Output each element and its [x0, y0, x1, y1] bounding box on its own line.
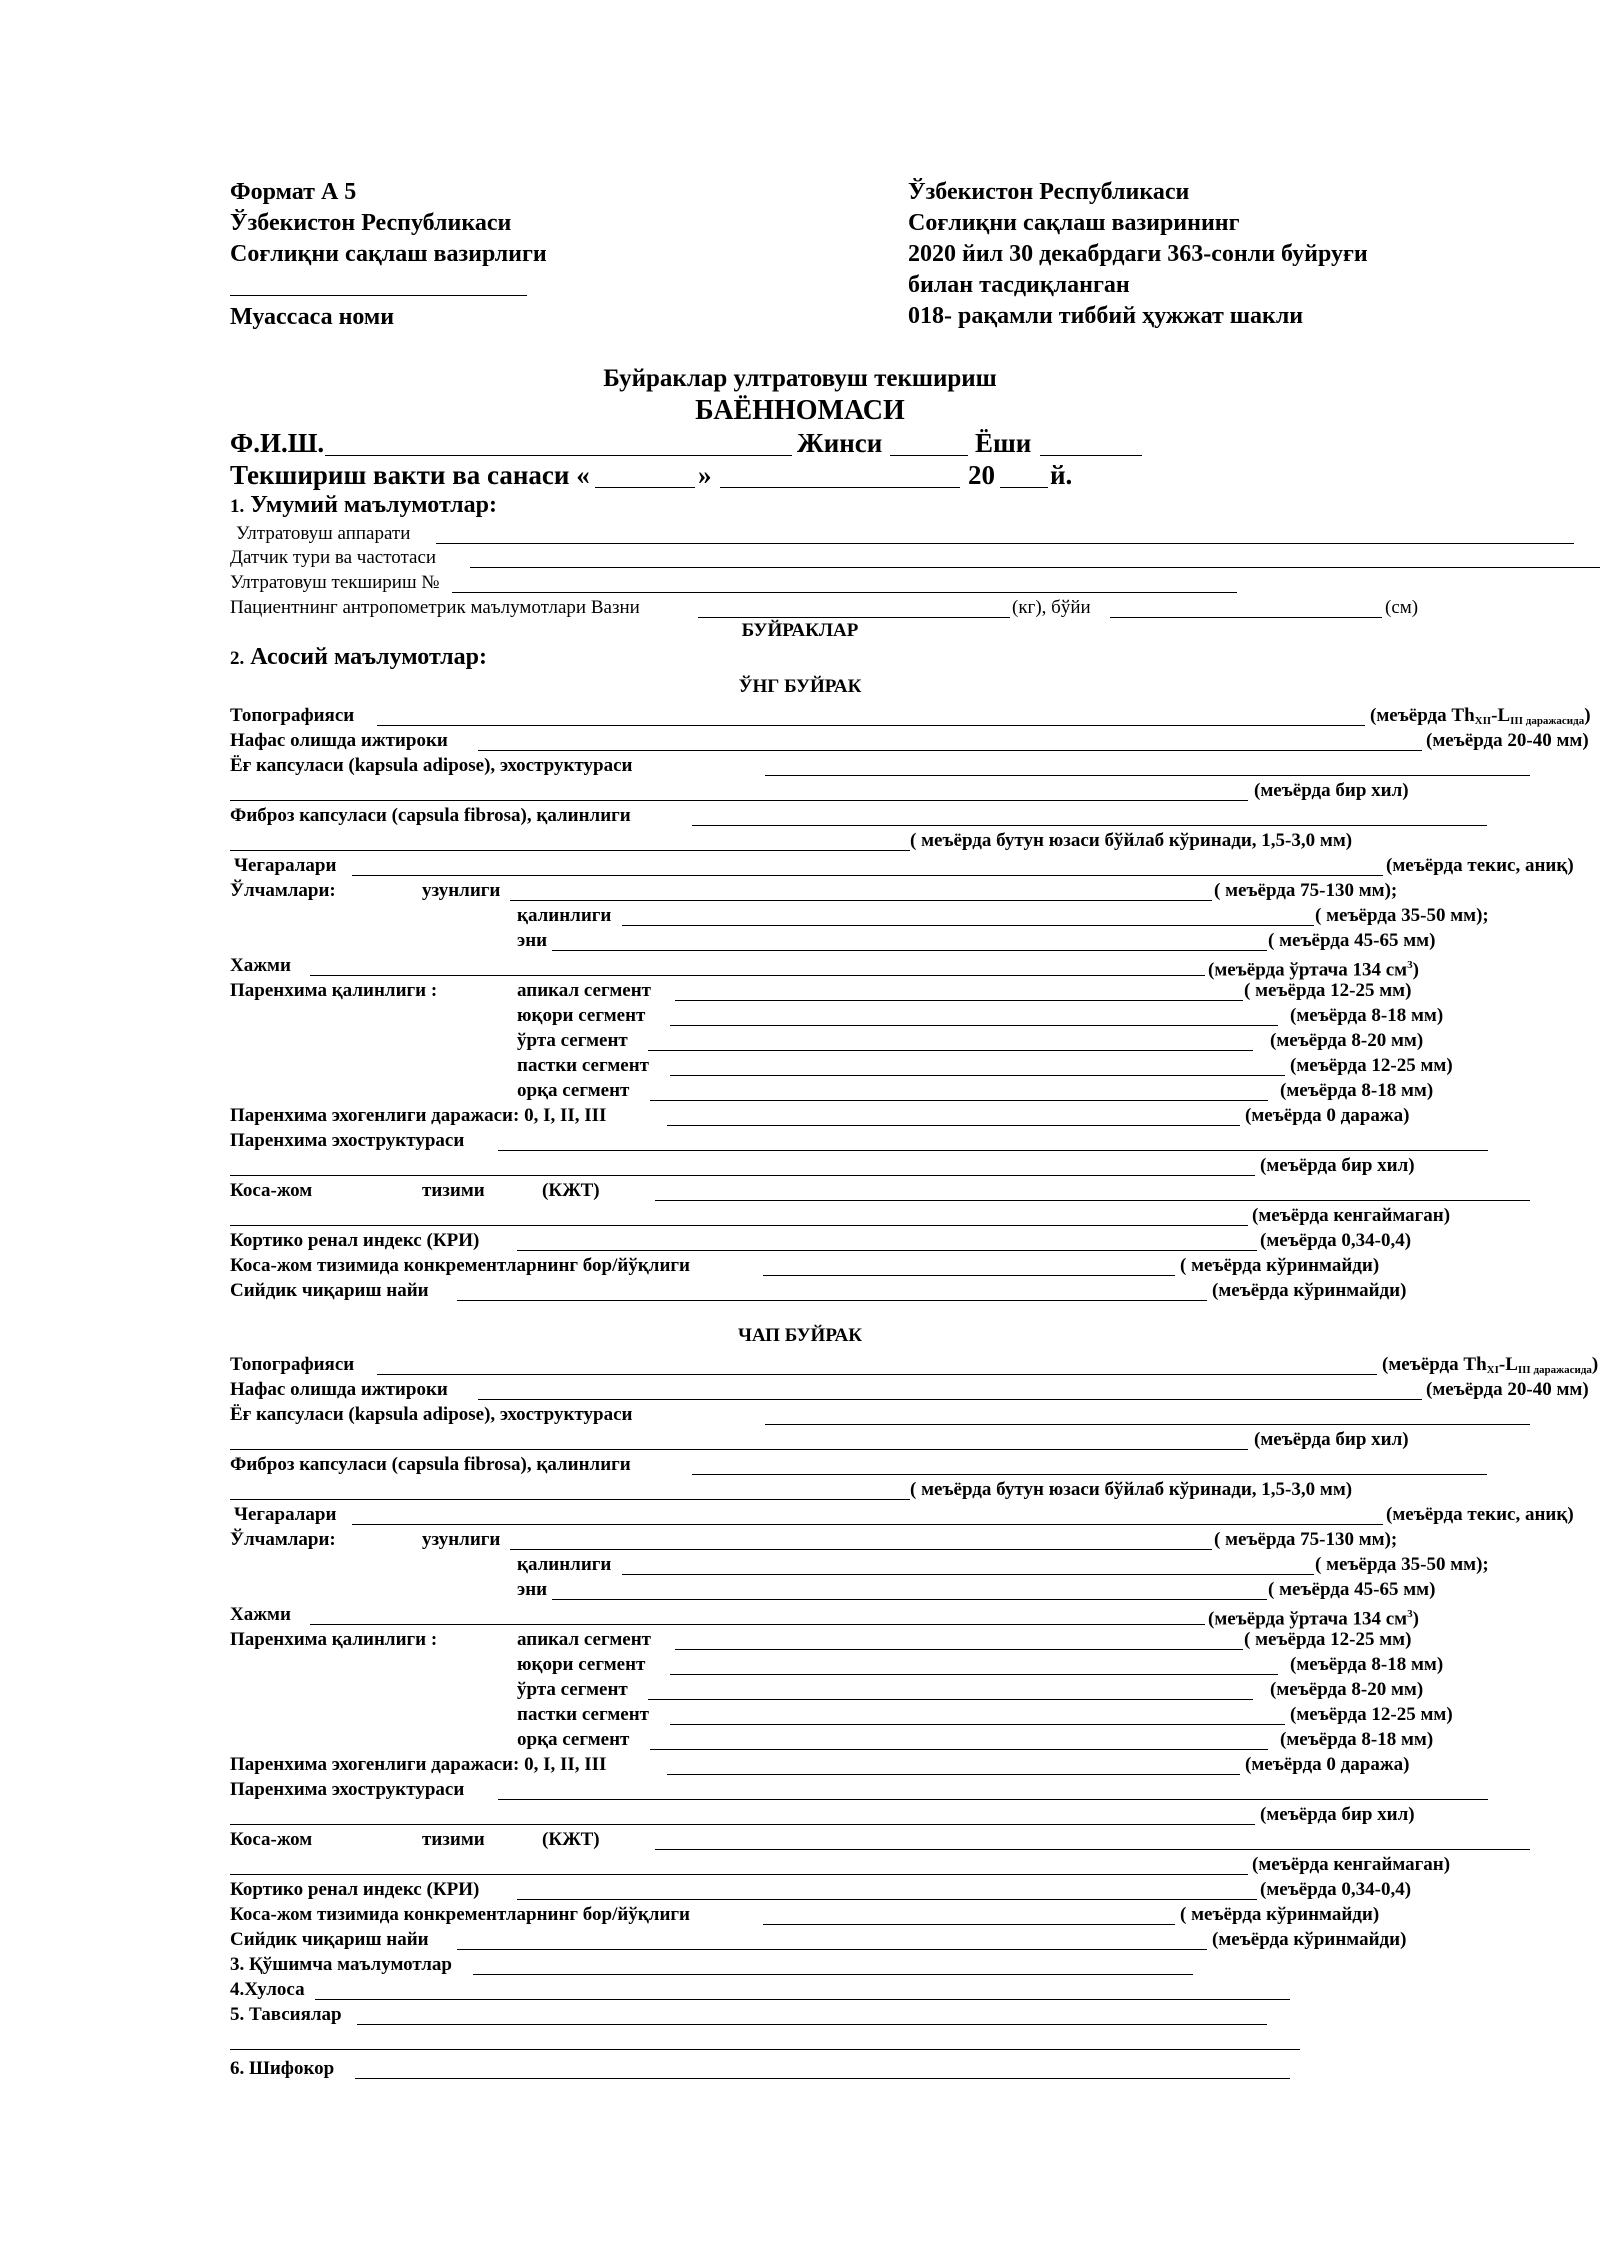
lk-width-note: ( меъёрда 45-65 мм): [1268, 1579, 1436, 1600]
exam-month-field[interactable]: [720, 487, 960, 488]
rk-echogen-field[interactable]: [667, 1125, 1240, 1126]
rk-thickness-field[interactable]: [622, 925, 1314, 926]
lk-width-label: эни: [517, 1579, 548, 1600]
lk-kosa-row2: [230, 1852, 1530, 1877]
rk-volume-field[interactable]: [310, 975, 1205, 976]
sensor-label: Датчик тури ва частотаси: [230, 547, 437, 568]
header-ministry: Соғлиқни сақлаш вазирлиги: [230, 241, 547, 267]
rk-paren-thick-label: Паренхима қалинлиги :: [230, 980, 438, 1001]
lk-kosa-field[interactable]: [655, 1849, 1530, 1850]
device-field[interactable]: [436, 543, 1574, 544]
rk-rear-note: (меъёрда 8-18 мм): [1280, 1080, 1434, 1101]
rk-fibrous-row2: [230, 828, 1530, 853]
lk-borders-label: Чегаралари: [234, 1504, 337, 1525]
age-field[interactable]: [1040, 455, 1142, 456]
rk-length-row: [230, 878, 1530, 903]
lk-thickness-row: [230, 1552, 1530, 1577]
sensor-row: [230, 545, 1430, 570]
lk-fat-field[interactable]: [765, 1424, 1530, 1425]
cm-label: (см): [1385, 597, 1419, 618]
lk-echogen-label: Паренхима эхогенлиги даражаси: 0, I, II, III: [230, 1754, 607, 1775]
exam-no-row: [230, 570, 1430, 595]
document-subtitle: БАЁННОМАСИ: [695, 395, 905, 426]
rk-topo-field[interactable]: [377, 725, 1365, 726]
lk-middle-note: (меъёрда 8-20 мм): [1270, 1679, 1424, 1700]
lk-fibrous-label: Фиброз капсуласи (capsula fibrosa), қалинлиги: [230, 1454, 631, 1475]
rk-kosa-field[interactable]: [655, 1200, 1530, 1201]
rk-concrement-row: [230, 1253, 1530, 1278]
right-kidney-heading: ЎНГ БУЙРАК: [738, 676, 862, 697]
recommend-row2: [230, 2027, 1530, 2052]
rk-length-label: узунлиги: [422, 880, 501, 901]
lk-fat-field2[interactable]: [230, 1449, 1248, 1450]
rk-lower-field[interactable]: [670, 1075, 1285, 1076]
rk-kosa-field2[interactable]: [230, 1225, 1248, 1226]
lk-middle-row: [230, 1677, 1530, 1702]
lk-concrement-label: Коса-жом тизимида конкрементларнинг бор/йўқлиги: [230, 1904, 690, 1925]
doctor-row: [230, 2056, 1530, 2081]
header-institution-label: Муассаса номи: [230, 304, 395, 330]
device-label: Ултратовуш аппарати: [236, 523, 411, 544]
header-right-line1: Ўзбекистон Республикаси: [908, 179, 1190, 205]
lk-length-field[interactable]: [510, 1549, 1212, 1550]
rk-fibrous-note: ( меъёрда бутун юзаси бўйлаб кўринади, 1,5-3,0 мм): [910, 830, 1353, 851]
rk-kosa-row: [230, 1178, 1530, 1203]
rk-middle-label: ўрта сегмент: [517, 1030, 628, 1051]
lk-volume-row: [230, 1602, 1530, 1630]
lk-paren-thick-label: Паренхима қалинлиги :: [230, 1629, 438, 1650]
header-left: [230, 177, 547, 270]
sensor-field[interactable]: [470, 567, 1600, 568]
anthro-label: Пациентнинг антропометрик маълумотлари Вазни: [230, 597, 640, 618]
lk-width-field[interactable]: [552, 1599, 1267, 1600]
rk-kosa-note: (меъёрда кенгаймаган): [1252, 1205, 1451, 1226]
lk-ureter-label: Сийдик чиқариш найи: [230, 1929, 429, 1950]
document-title: Буйраклар ултратовуш текшириш: [603, 365, 997, 392]
lk-upper-row: [230, 1652, 1530, 1677]
rk-fat-field2[interactable]: [230, 800, 1248, 801]
rk-middle-note: (меъёрда 8-20 мм): [1270, 1030, 1424, 1051]
rk-echostruct-row2: [230, 1153, 1530, 1178]
lk-borders-note: (меъёрда текис, аниқ): [1386, 1504, 1574, 1525]
lk-echostruct-row: [230, 1777, 1530, 1802]
rk-concrement-note: ( меъёрда кўринмайди): [1180, 1255, 1380, 1276]
lk-echostruct-field[interactable]: [498, 1799, 1488, 1800]
rk-ureter-field[interactable]: [457, 1300, 1207, 1301]
rk-upper-note: (меъёрда 8-18 мм): [1290, 1005, 1444, 1026]
lk-kosa-abbr: (КЖТ): [542, 1829, 600, 1850]
rk-borders-row: [234, 853, 1574, 878]
header-republic: Ўзбекистон Республикаси: [230, 210, 512, 236]
lk-topo-field[interactable]: [377, 1374, 1377, 1375]
rk-fibrous-field[interactable]: [692, 825, 1487, 826]
rk-apical-label: апикал сегмент: [517, 980, 652, 1001]
gender-field[interactable]: [890, 455, 968, 456]
rk-kosa-sys: тизими: [422, 1180, 485, 1201]
lk-lower-note: (меъёрда 12-25 мм): [1290, 1704, 1453, 1725]
lk-rear-label: орқа сегмент: [517, 1729, 630, 1750]
rk-kosa-row2: [230, 1203, 1530, 1228]
lk-kosa-note: (меъёрда кенгаймаган): [1252, 1854, 1451, 1875]
lk-fibrous-row2: [230, 1477, 1530, 1502]
left-kidney-heading: ЧАП БУЙРАК: [737, 1325, 862, 1346]
lk-ureter-field[interactable]: [457, 1949, 1207, 1950]
lk-breath-field[interactable]: [478, 1399, 1422, 1400]
rk-echostruct-row: [230, 1128, 1530, 1153]
rk-topo-note: (меъёрда $Th_{XII}-L_{III даражасида}$): [1370, 705, 1591, 727]
section-general-num: 1.: [230, 496, 245, 517]
rk-apical-note: ( меъёрда 12-25 мм): [1244, 980, 1412, 1001]
lk-concrement-row: [230, 1902, 1530, 1927]
header-right-line5: 018- рақамли тиббий ҳужжат шакли: [908, 303, 1304, 329]
rk-kosa-abbr: (КЖТ): [542, 1180, 600, 1201]
rk-middle-field[interactable]: [648, 1050, 1253, 1051]
gender-label: Жинси: [797, 428, 883, 458]
lk-fibrous-field[interactable]: [692, 1474, 1487, 1475]
exam-date-quote: »: [698, 460, 712, 490]
section-main-num: 2.: [230, 648, 245, 669]
rk-thickness-note: ( меъёрда 35-50 мм);: [1315, 905, 1489, 926]
recommend-label: 5. Тавсиялар: [230, 2004, 342, 2025]
rk-lower-note: (меъёрда 12-25 мм): [1290, 1055, 1453, 1076]
lk-breath-label: Нафас олишда ижтироки: [230, 1379, 448, 1400]
lk-apical-note: ( меъёрда 12-25 мм): [1244, 1629, 1412, 1650]
header-format: Формат А 5: [230, 179, 357, 205]
lk-echostruct-label: Паренхима эхоструктураси: [230, 1779, 465, 1800]
rk-echogen-note: (меъёрда 0 даража): [1245, 1105, 1410, 1126]
rk-rear-label: орқа сегмент: [517, 1080, 630, 1101]
lk-sizes-label: Ўлчамлари:: [230, 1529, 336, 1550]
lk-apical-label: апикал сегмент: [517, 1629, 652, 1650]
lk-concrement-note: ( меъёрда кўринмайди): [1180, 1904, 1380, 1925]
lk-breath-note: (меъёрда 20-40 мм): [1426, 1379, 1589, 1400]
rk-echogen-row: [230, 1103, 1530, 1128]
device-row: [236, 521, 1436, 546]
exam-date-label: Текшириш вакти ва санаси «: [230, 460, 590, 490]
rk-volume-note: (меъёрда ўртача 134 $см^3$): [1208, 959, 1419, 981]
rk-rear-field[interactable]: [650, 1100, 1268, 1101]
lk-cri-label: Кортико ренал индекс (КРИ): [230, 1879, 480, 1900]
lk-cri-row: [230, 1877, 1530, 1902]
lk-middle-label: ўрта сегмент: [517, 1679, 628, 1700]
rk-ureter-row: [230, 1278, 1530, 1303]
lk-echogen-note: (меъёрда 0 даража): [1245, 1754, 1410, 1775]
lk-fat-label: Ёғ капсуласи (kapsula adipose), эхоструктураси: [230, 1404, 633, 1425]
rk-kosa-label: Коса-жом: [230, 1180, 313, 1201]
rk-width-row: [230, 928, 1530, 953]
lk-length-label: узунлиги: [422, 1529, 501, 1550]
lk-fat-row: [230, 1402, 1530, 1427]
lk-topo-label: Топографияси: [230, 1354, 355, 1375]
rk-apical-field[interactable]: [675, 1000, 1243, 1001]
exam-day-field[interactable]: [595, 487, 695, 488]
rk-echostruct-field2[interactable]: [230, 1175, 1255, 1176]
extra-info-label: 3. Қўшимча маълумотлар: [230, 1954, 452, 1975]
header-right: [908, 177, 1368, 332]
rk-ureter-label: Сийдик чиқариш найи: [230, 1280, 429, 1301]
rk-fat-label: Ёғ капсуласи (kapsula adipose), эхоструктураси: [230, 755, 633, 776]
lk-width-row: [230, 1577, 1530, 1602]
rk-sizes-label: Ўлчамлари:: [230, 880, 336, 901]
rk-fat-row2: [230, 778, 1530, 803]
exam-year-suffix: й.: [1050, 460, 1073, 490]
lk-kosa-label: Коса-жом: [230, 1829, 313, 1850]
lk-volume-field[interactable]: [310, 1624, 1205, 1625]
rk-topo-row: [230, 703, 1591, 728]
section-general-heading: [230, 492, 497, 519]
rk-breath-note: (меъёрда 20-40 мм): [1426, 730, 1589, 751]
institution-name-field[interactable]: [230, 295, 527, 296]
conclusion-row: [230, 1977, 1530, 2002]
rk-volume-label: Хажми: [230, 955, 291, 976]
lk-thickness-label: қалинлиги: [517, 1554, 612, 1575]
section-general-title: Умумий маълумотлар:: [250, 492, 497, 518]
rk-width-field[interactable]: [552, 950, 1267, 951]
rk-width-note: ( меъёрда 45-65 мм): [1268, 930, 1436, 951]
rk-fat-field[interactable]: [765, 775, 1530, 776]
lk-kosa-field2[interactable]: [230, 1874, 1248, 1875]
lk-echostruct-row2: [230, 1802, 1530, 1827]
lk-fat-note: (меъёрда бир хил): [1254, 1429, 1409, 1450]
lk-upper-label: юқори сегмент: [517, 1654, 646, 1675]
lk-cri-note: (меъёрда 0,34-0,4): [1260, 1879, 1412, 1900]
lk-upper-note: (меъёрда 8-18 мм): [1290, 1654, 1444, 1675]
lk-thickness-field[interactable]: [622, 1574, 1314, 1575]
rk-echostruct-label: Паренхима эхоструктураси: [230, 1130, 465, 1151]
rk-length-note: ( меъёрда 75-130 мм);: [1214, 880, 1398, 901]
section-main-title: Асосий маълумотлар:: [250, 644, 487, 670]
header-right-line4: билан тасдиқланган: [908, 272, 1130, 298]
rk-concrement-label: Коса-жом тизимида конкрементларнинг бор/йўқлиги: [230, 1255, 690, 1276]
fio-label: Ф.И.Ш.: [230, 428, 325, 458]
recommend-field2[interactable]: [230, 2049, 1300, 2050]
kidneys-heading: БУЙРАКЛАР: [741, 620, 859, 641]
rk-upper-row: [230, 1003, 1530, 1028]
rk-ureter-note: (меъёрда кўринмайди): [1212, 1280, 1407, 1301]
doctor-label: 6. Шифокор: [230, 2058, 335, 2079]
lk-rear-note: (меъёрда 8-18 мм): [1280, 1729, 1434, 1750]
rk-lower-label: пастки сегмент: [517, 1055, 649, 1076]
lk-kosa-row: [230, 1827, 1530, 1852]
rk-borders-note: (меъёрда текис, аниқ): [1386, 855, 1574, 876]
rk-echostruct-field[interactable]: [498, 1150, 1488, 1151]
rk-cri-row: [230, 1228, 1530, 1253]
rk-echostruct-note: (меъёрда бир хил): [1260, 1155, 1415, 1176]
lk-apical-row: [230, 1627, 1530, 1652]
lk-cri-field[interactable]: [517, 1899, 1257, 1900]
extra-info-row: [230, 1952, 1530, 1977]
fio-field[interactable]: [325, 455, 792, 456]
exam-year-label: 20: [968, 460, 995, 490]
height-field[interactable]: [1110, 617, 1382, 618]
lk-echostruct-note: (меъёрда бир хил): [1260, 1804, 1415, 1825]
rk-breath-row: [230, 728, 1589, 753]
rk-borders-label: Чегаралари: [234, 855, 337, 876]
extra-info-field[interactable]: [473, 1974, 1193, 1975]
conclusion-label: 4.Хулоса: [230, 1979, 305, 2000]
rk-apical-row: [230, 978, 1530, 1003]
rk-breath-field[interactable]: [478, 750, 1422, 751]
lk-breath-row: [230, 1377, 1589, 1402]
rk-thickness-row: [230, 903, 1530, 928]
lk-rear-field[interactable]: [650, 1749, 1268, 1750]
exam-no-field[interactable]: [452, 592, 1237, 593]
recommend-row: [230, 2002, 1530, 2027]
lk-fibrous-note: ( меъёрда бутун юзаси бўйлаб кўринади, 1,5-3,0 мм): [910, 1479, 1353, 1500]
rk-upper-field[interactable]: [670, 1025, 1278, 1026]
rk-echogen-label: Паренхима эхогенлиги даражаси: 0, I, II, III: [230, 1105, 607, 1126]
lk-echogen-field[interactable]: [667, 1774, 1240, 1775]
doctor-field[interactable]: [355, 2078, 1290, 2079]
lk-fibrous-row: [230, 1452, 1530, 1477]
lk-thickness-note: ( меъёрда 35-50 мм);: [1315, 1554, 1489, 1575]
rk-cri-label: Кортико ренал индекс (КРИ): [230, 1230, 480, 1251]
lk-lower-field[interactable]: [670, 1724, 1285, 1725]
age-label: Ёши: [975, 428, 1032, 458]
rk-cri-field[interactable]: [517, 1250, 1257, 1251]
lk-echogen-row: [230, 1752, 1530, 1777]
rk-fat-row: [230, 753, 1530, 778]
rk-topo-label: Топографияси: [230, 705, 355, 726]
header-right-line2: Соғлиқни сақлаш вазирининг: [908, 210, 1240, 236]
rk-fibrous-label: Фиброз капсуласи (capsula fibrosa), қалинлиги: [230, 805, 631, 826]
lk-topo-row: [230, 1352, 1599, 1377]
anthro-row: [230, 595, 1480, 620]
rk-concrement-field[interactable]: [763, 1275, 1175, 1276]
lk-borders-row: [234, 1502, 1574, 1527]
lk-volume-note: (меъёрда ўртача 134 $см^3$): [1208, 1608, 1419, 1630]
lk-length-row: [230, 1527, 1530, 1552]
rk-borders-field[interactable]: [352, 875, 1383, 876]
lk-fibrous-field2[interactable]: [230, 1499, 910, 1500]
kg-label: (кг), бўйи: [1012, 597, 1091, 618]
lk-rear-row: [230, 1727, 1530, 1752]
lk-ureter-note: (меъёрда кўринмайди): [1212, 1929, 1407, 1950]
lk-kosa-sys: тизими: [422, 1829, 485, 1850]
weight-field[interactable]: [698, 617, 1010, 618]
rk-volume-row: [230, 953, 1530, 981]
lk-upper-field[interactable]: [670, 1674, 1278, 1675]
lk-topo-note: (меъёрда $Th_{XI}-L_{III даражасида}$): [1382, 1354, 1599, 1376]
header-right-line3: 2020 йил 30 декабрдаги 363-сонли буйруғи: [908, 241, 1368, 267]
rk-length-field[interactable]: [510, 900, 1212, 901]
exam-year-field[interactable]: [1000, 487, 1048, 488]
recommend-field[interactable]: [357, 2024, 1267, 2025]
lk-volume-label: Хажми: [230, 1604, 291, 1625]
rk-cri-note: (меъёрда 0,34-0,4): [1260, 1230, 1412, 1251]
conclusion-field[interactable]: [315, 1999, 1290, 2000]
lk-echostruct-field2[interactable]: [230, 1824, 1255, 1825]
lk-length-note: ( меъёрда 75-130 мм);: [1214, 1529, 1398, 1550]
rk-middle-row: [230, 1028, 1530, 1053]
section-main-heading: [230, 644, 487, 671]
rk-thickness-label: қалинлиги: [517, 905, 612, 926]
lk-middle-field[interactable]: [648, 1699, 1253, 1700]
rk-fibrous-field2[interactable]: [230, 850, 910, 851]
lk-ureter-row: [230, 1927, 1530, 1952]
exam-no-label: Ултратовуш текшириш №: [230, 572, 440, 593]
rk-width-label: эни: [517, 930, 548, 951]
rk-fat-note: (меъёрда бир хил): [1254, 780, 1409, 801]
lk-concrement-field[interactable]: [763, 1924, 1175, 1925]
lk-lower-row: [230, 1702, 1530, 1727]
rk-breath-label: Нафас олишда ижтироки: [230, 730, 448, 751]
lk-apical-field[interactable]: [675, 1649, 1243, 1650]
lk-lower-label: пастки сегмент: [517, 1704, 649, 1725]
rk-fibrous-row: [230, 803, 1530, 828]
rk-rear-row: [230, 1078, 1530, 1103]
rk-upper-label: юқори сегмент: [517, 1005, 646, 1026]
rk-lower-row: [230, 1053, 1530, 1078]
lk-fat-row2: [230, 1427, 1530, 1452]
lk-borders-field[interactable]: [352, 1524, 1383, 1525]
